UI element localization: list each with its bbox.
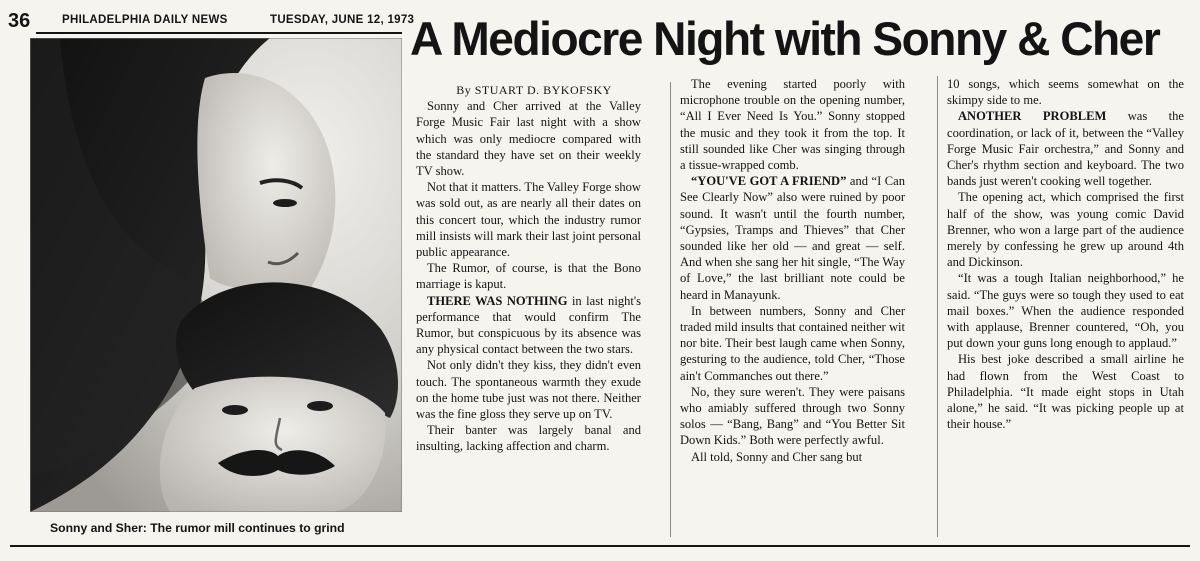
column-rule [937, 76, 938, 537]
lead-in: THERE WAS NOTHING [427, 293, 568, 308]
paragraph [680, 173, 905, 303]
paragraph-text: The Rumor, of course, is that the Bono marriage is kaput. [416, 261, 641, 292]
paragraph-text: All told, Sonny and Cher sang but [691, 449, 863, 464]
paragraph [680, 384, 905, 449]
page-number: 36 [8, 10, 31, 32]
paragraph-text: in last night's performance that would confirm The Rumor, but conspicuous by its absence was any physical contact between the two stars. [416, 293, 641, 357]
paragraph-text: 10 songs, which seems somewhat on the skimpy side to me. [947, 77, 1184, 108]
paragraph-text: “It was a tough Italian neighborhood,” he said. “The guys were so tough they used to eat mail boxes.” When the audience responded with applause, Brenner countered, “Oh, you put down your guns long enough to applaud.” [947, 271, 1184, 351]
paragraph-text: No, they sure weren't. They were paisans who amiably suffered through two Sonny solos — “Bang, Bang” and “You Better Sit Down Kids.” Both were perfectly awful. [680, 384, 905, 448]
paragraph [947, 270, 1184, 351]
paragraph-text: The evening started poorly with microphone trouble on the opening number, “All I Ever Need Is You.” Sonny stopped the music and they took it from the top. It still sounded like Cher was singing through a tissue-wrapped comb. [680, 77, 905, 173]
article-column-3 [947, 76, 1184, 432]
paragraph-text: was the coordination, or lack of it, between the “Valley Forge Music Fair orchestra,” and Sonny and Cher's rhythm section and keyboard. The two bands just weren't cooking well together. [947, 109, 1184, 189]
bottom-rule [10, 545, 1190, 547]
headline: A Mediocre Night with Sonny & Cher [410, 12, 1160, 65]
article-column-2 [680, 76, 905, 465]
lead-in: ANOTHER PROBLEM [958, 109, 1107, 124]
photo-caption: Sonny and Sher: The rumor mill continues to grind [50, 521, 345, 535]
paragraph [680, 303, 905, 384]
lead-in: “YOU'VE GOT A FRIEND” [691, 174, 847, 189]
paragraph-text: The opening act, which comprised the first half of the show, was young comic David Brenner, who won a large part of the audience merely by confessing he grew up around 4th and Dickinson. [947, 190, 1184, 270]
paragraph-text: Sonny and Cher arrived at the Valley Forge Music Fair last night with a show which was only mediocre compared with the standard they have set on their weekly TV show. [416, 99, 641, 179]
paragraph-text: Not that it matters. The Valley Forge show was sold out, as are nearly all their dates on this concert tour, which the industry rumor mill insists will mark their last joint personal public appearance. [416, 180, 641, 260]
paragraph [680, 76, 905, 173]
photo-illustration [30, 38, 402, 512]
paper-name: PHILADELPHIA DAILY NEWS [62, 14, 228, 26]
paragraph [947, 76, 1184, 108]
header-rule [36, 32, 402, 34]
paragraph [680, 449, 905, 465]
paragraph [947, 108, 1184, 189]
column-rule [670, 82, 671, 537]
paragraph [947, 351, 1184, 432]
article-column-1 [416, 82, 641, 455]
photo [30, 38, 402, 512]
paragraph [416, 260, 641, 292]
paragraph-text: His best joke described a small airline he had flown from the West Coast to Philadelphia. “It made eight stops in Utah alone,” he said. “It was picking people up at their house.” [947, 352, 1184, 432]
paragraph [416, 179, 641, 260]
paragraph-text: In between numbers, Sonny and Cher traded mild insults that contained neither wit nor bite. Their best laugh came when Sonny, gesturing to the audience, told Cher, “Those ain't Commanches out there.” [680, 303, 905, 383]
paragraph [416, 98, 641, 179]
paragraph [416, 357, 641, 422]
paragraph [947, 189, 1184, 270]
paragraph-text: Not only didn't they kiss, they didn't even touch. The spontaneous warmth they exude on the home tube just was not there. Neither was the fine gloss they serve up on TV. [416, 358, 641, 422]
paragraph [416, 422, 641, 454]
paragraph [416, 293, 641, 358]
byline: By STUART D. BYKOFSKY [456, 83, 612, 97]
dateline: TUESDAY, JUNE 12, 1973 [270, 14, 415, 26]
paragraph-text: Their banter was largely banal and insulting, lacking affection and charm. [416, 423, 641, 454]
paragraph-text: and “I Can See Clearly Now” also were ruined by poor sound. It wasn't until the fourth number, “Gypsies, Tramps and Thieves” that Cher sounded like her old — and great — self. And when she sang her hit single, “The Way of Love,” the last brilliant note could be heard in Manayunk. [680, 174, 905, 302]
